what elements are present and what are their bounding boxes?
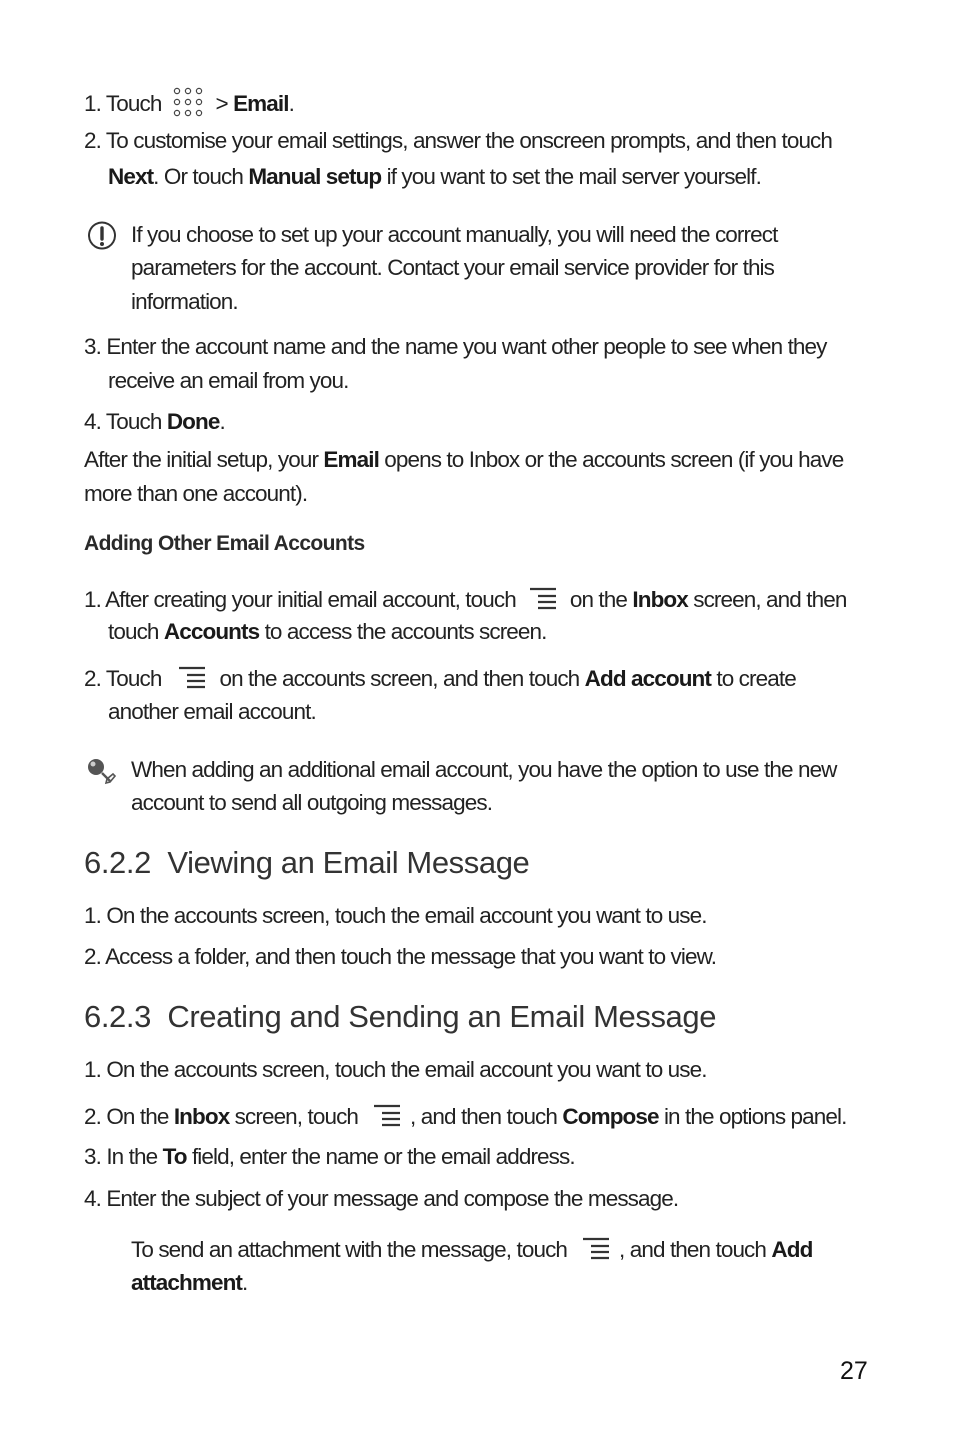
menu-icon	[372, 1103, 402, 1129]
step-3-line-2: receive an email from you.	[108, 368, 349, 393]
creating-step-1: 1. On the accounts screen, touch the email account you want to use.	[84, 1057, 707, 1082]
tip-icon	[86, 757, 120, 792]
step-4-done: 4. Touch Done.	[84, 409, 225, 434]
page-number: 27	[840, 1357, 868, 1385]
note-line-1: If you choose to set up your account manually, you will need the correct	[131, 222, 778, 247]
note-line-2: parameters for the account. Contact your email service provider for this	[131, 255, 775, 280]
adding-step-1-line-1: 1. After creating your initial email account, touch on the Inbox screen, and then	[84, 586, 847, 612]
creating-email-heading: 6.2.3 Creating and Sending an Email Message	[84, 999, 717, 1034]
attachment-line-2: attachment.	[131, 1270, 248, 1295]
apps-grid-icon	[171, 86, 205, 120]
viewing-step-2: 2. Access a folder, and then touch the message that you want to view.	[84, 944, 717, 969]
tip-line-2: account to send all outgoing messages.	[131, 790, 493, 815]
menu-icon	[177, 665, 207, 691]
step-1-touch-email: 1. Touch > Email.	[84, 88, 294, 122]
menu-icon	[581, 1236, 611, 1262]
adding-accounts-heading: Adding Other Email Accounts	[84, 532, 365, 555]
caution-icon	[86, 220, 118, 257]
viewing-email-heading: 6.2.2 Viewing an Email Message	[84, 845, 530, 880]
adding-step-1-line-2: touch Accounts to access the accounts screen.	[108, 619, 547, 644]
tip-line-1: When adding an additional email account, you have the option to use the new	[131, 757, 837, 782]
step-2-line-2: Next. Or touch Manual setup if you want to set the mail server yourself.	[108, 164, 761, 189]
note-line-3: information.	[131, 289, 238, 314]
creating-step-4: 4. Enter the subject of your message and compose the message.	[84, 1186, 679, 1211]
after-setup-line-2: more than one account).	[84, 481, 308, 506]
attachment-line-1: To send an attachment with the message, touch , and then touch Add	[131, 1236, 813, 1262]
viewing-step-1: 1. On the accounts screen, touch the email account you want to use.	[84, 903, 707, 928]
creating-step-3: 3. In the To field, enter the name or the email address.	[84, 1144, 575, 1169]
menu-icon	[528, 586, 558, 612]
step-2-line-1: 2. To customise your email settings, answer the onscreen prompts, and then touch	[84, 128, 833, 153]
adding-step-2-line-2: another email account.	[108, 699, 316, 724]
creating-step-2: 2. On the Inbox screen, touch , and then touch Compose in the options panel.	[84, 1103, 847, 1129]
step-3-line-1: 3. Enter the account name and the name you want other people to see when they	[84, 334, 827, 359]
after-setup-line-1: After the initial setup, your Email opens to Inbox or the accounts screen (if you have	[84, 447, 844, 472]
adding-step-2-line-1: 2. Touch on the accounts screen, and then touch Add account to create	[84, 665, 796, 691]
